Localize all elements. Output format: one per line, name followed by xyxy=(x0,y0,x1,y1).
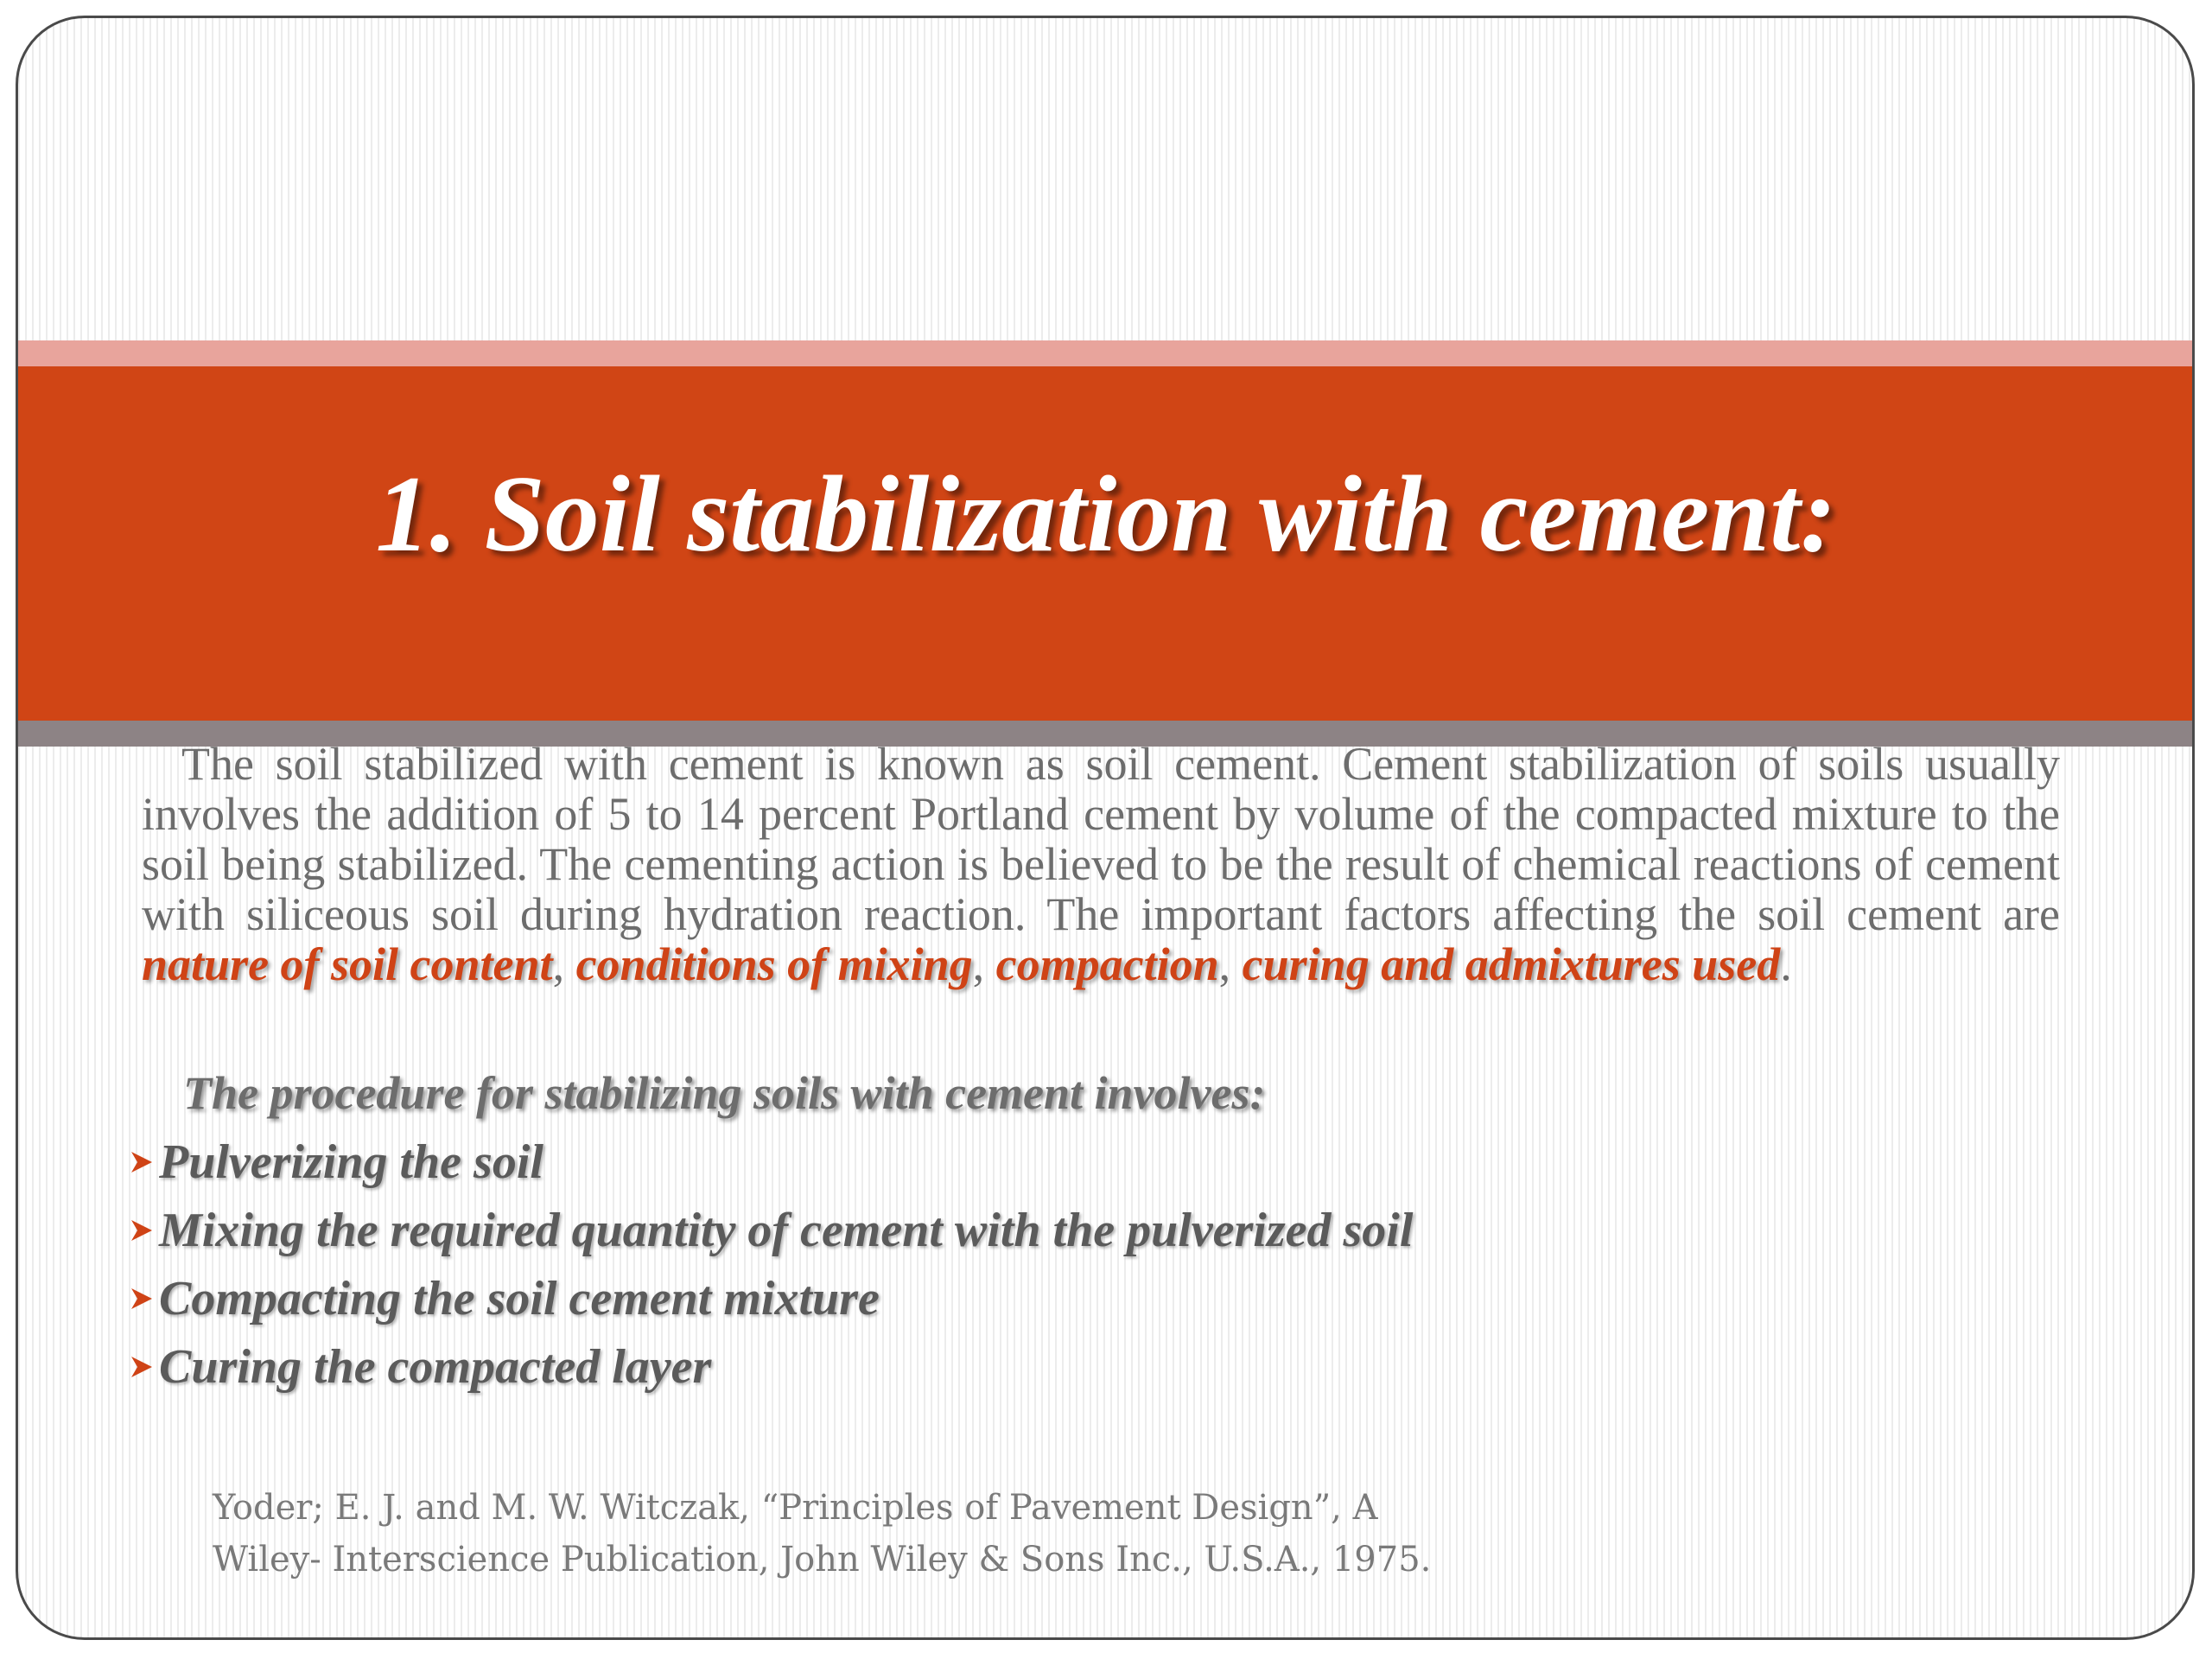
slide-title: 1. Soil stabilization with cement: xyxy=(375,454,1837,575)
separator: , xyxy=(552,938,576,990)
procedure-heading: The procedure for stabilizing soils with cement involves: xyxy=(183,1067,1266,1119)
arrowhead-bullet-icon xyxy=(130,1217,154,1243)
procedure-steps-list xyxy=(130,1128,1413,1401)
arrowhead-bullet-icon xyxy=(130,1354,154,1380)
list-item xyxy=(130,1332,1413,1401)
step-text: Curing the compacted layer xyxy=(159,1339,712,1394)
paragraph-intro: The soil stabilized with cement is known as soil cement. Cement stabilization of soils usually involves the addition of 5 to 14 percent Portland cement by volume of the compacted mixture to the soil being stabilized. The cementing action is believed to be the result of chemical reactions of cement with siliceous soil during hydration reaction. The important factors affecting the soil cement are xyxy=(142,738,2060,940)
reference-citation xyxy=(213,1482,1431,1586)
separator: , xyxy=(972,938,996,990)
body-paragraph xyxy=(142,739,2060,989)
reference-line: Wiley- Interscience Publication, John Wiley & Sons Inc., U.S.A., 1975. xyxy=(213,1540,1432,1580)
list-item xyxy=(130,1128,1413,1196)
title-band-top-stripe xyxy=(18,340,2192,366)
step-text: Compacting the soil cement mixture xyxy=(159,1271,880,1325)
paragraph-end: . xyxy=(1780,938,1792,990)
list-item xyxy=(130,1196,1413,1264)
factor-highlight: nature of soil content xyxy=(142,938,553,990)
list-item xyxy=(130,1264,1413,1332)
step-text: Pulverizing the soil xyxy=(159,1135,543,1189)
arrowhead-bullet-icon xyxy=(130,1149,154,1175)
factor-highlight: curing and admixtures used xyxy=(1242,938,1781,990)
step-text: Mixing the required quantity of cement with the pulverized soil xyxy=(159,1203,1414,1257)
separator: , xyxy=(1218,938,1243,990)
factor-highlight: conditions of mixing xyxy=(575,938,973,990)
reference-line: Yoder; E. J. and M. W. Witczak, “Principles of Pavement Design”, A xyxy=(213,1488,1378,1528)
factor-highlight: compaction xyxy=(995,938,1219,990)
arrowhead-bullet-icon xyxy=(130,1286,154,1312)
